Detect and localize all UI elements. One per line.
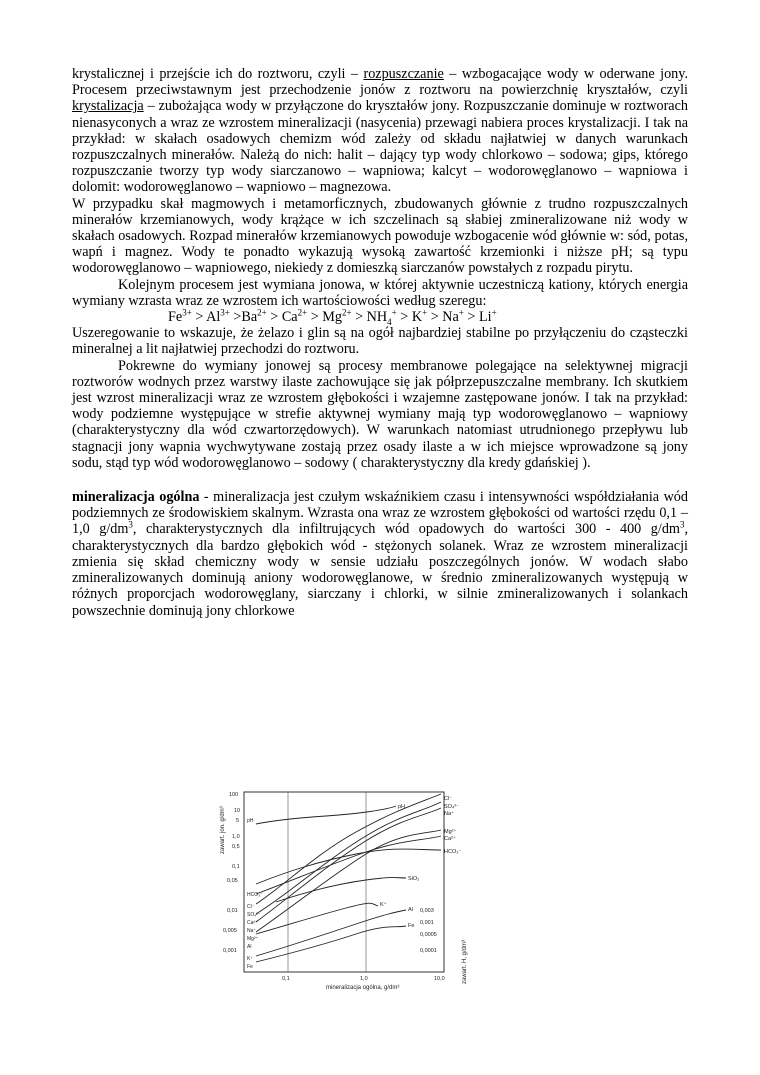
tick-label: 0,0005 [420, 932, 437, 938]
tick-label: 0,1 [282, 976, 290, 982]
tick-label: 0,003 [420, 908, 434, 914]
tick-label: 0,05 [227, 878, 238, 884]
term-krystalizacja: krystalizacja [72, 98, 144, 115]
tick-label: 0,005 [223, 928, 237, 934]
curve-ph [256, 806, 396, 824]
paragraph-dissolution [72, 66, 688, 196]
tick-label: 0,01 [227, 908, 238, 914]
y-right-label: zawart. H, g/dm³ [462, 939, 468, 984]
paragraph-ion-exchange: Kolejnym procesem jest wymiana jonowa, w której aktywnie uczestniczą kationy, których energia wymiany wzrasta wraz ze wzrostem ich wartościowości według szeregu: [72, 276, 688, 309]
tick-label: 5 [236, 818, 240, 824]
spacer [72, 471, 688, 489]
paragraph-total-mineralization: mineralizacja ogólna - mineralizacja jest czułym wskaźnikiem czasu i intensywności współdziałania wód podziemnych ze środowiskiem skalnym. Wzrasta ona wraz ze wzrostem głębokości od wartości rzędu 0,1 – 1,0 $g/dm^3$, charakterystycznych dla infiltrujących wód opadowych do wartości 300 - 400 $g/dm^3$, charakterystycznych dla bardzo głębokich wód - stężonych solanek. Wraz ze wzrostem mineralizacji zmienia się skład chemiczny wody w sensie udziału poszczególnych jonów. W wodach słabo zmineralizowanych dominują aniony wodorowęglanowe, w średnio zmineralizowanych występują w różnych proporcjach wodorowęglany, siarczany i chlorki, w silnie zmineralizowanych i solankach powszechnie dominują jony chlorkowe [72, 489, 689, 619]
label-cl: Cl⁻ [444, 796, 453, 802]
cation-exchange-series: $Fe^{3+} > Al^{3+} >Ba^{2+} > Ca^{2+} > Mg^{2+} > NH_4^+ > K^+ > Na^+ > Li^+$ [168, 307, 497, 327]
text-run: krystalicznej i przejście ich do roztworu, czyli – [72, 66, 364, 82]
x-axis-label: mineralizacja ogólna, g/dm³ [326, 985, 400, 991]
curve-ca [256, 836, 441, 894]
right-tick-labels [420, 908, 437, 954]
curve-labels-right [444, 796, 461, 855]
tick-label: 1,0 [232, 834, 240, 840]
curve-fe [256, 926, 406, 962]
paragraph-membrane: Pokrewne do wymiany jonowej są procesy membranowe polegające na selektywnej migracji roztworów wodnych przez warstwy ilaste zachowujące się jak półprzepuszczalne membrany. Ich skutkiem jest wzrost mineralizacji wraz ze wzrostem głębokości i wzajemne zastępowane jonów. I tak na przykład: wody podziemne występujące w strefie aktywnej wymiany mają typ wodorowęglanowo – wapniowy (charakterystyczny dla wód czwartorzędowych). W warunkach natomiast utrudnionego przepływu lub stagnacji jony wapnia wychwytywane zostają przez osady ilaste a w ich miejsce wprowadzone są jony sodu, stąd typ wód wodorowęglanowo – sodowy ( charakterystyczny dla kredy gdańskiej ). [72, 357, 688, 471]
figure-svg [196, 784, 486, 994]
label-al-left: Al [247, 944, 252, 950]
tick-label: 0,0001 [420, 948, 437, 954]
label-so4-left: SO₄²⁻ [247, 912, 261, 918]
tick-label: 0,001 [223, 948, 237, 954]
tick-label: 10,0 [434, 976, 445, 982]
label-fe-left: Fe [247, 964, 253, 970]
plot-frame [244, 792, 444, 972]
label-ph: pH [398, 804, 406, 810]
curve-al [256, 910, 406, 956]
label-na: Na⁺ [444, 811, 454, 817]
label-mg: Mg²⁺ [444, 829, 457, 835]
label-fe: Fe [408, 923, 415, 929]
tick-label: 0,5 [232, 844, 240, 850]
label-ca-left: Ca²⁺ [247, 920, 258, 926]
label-so4: SO₄²⁻ [444, 804, 459, 810]
term-mineralizacja-ogolna: mineralizacja ogólna [72, 489, 200, 506]
text-run: – wzbogacające wody w oderwane jony. Procesem przeciwstawnym jest przechodzenie jonów z roztworu na powierzchnię kryształów, czyli [72, 66, 688, 99]
label-ca: Ca²⁺ [444, 836, 456, 842]
tick-label: 10 [234, 808, 241, 814]
tick-label: 1,0 [360, 976, 368, 982]
label-mg-left: Mg²⁺ [247, 936, 259, 942]
x-tick-labels [282, 976, 445, 982]
curve-sio2 [276, 878, 406, 903]
label-al: Al [408, 907, 413, 913]
paragraph-magmatic-rocks: W przypadku skał magmowych i metamorficznych, zbudowanych głównie z trudno rozpuszczalnych minerałów krzemianowych, wody krążące w ich szczelinach są słabiej zmineralizowane niż wody w skałach osadowych. Rozpad minerałów krzemianowych powoduje wzbogacenie wód głównie w: sód, potas, wapń i magnez. Wody te ponadto wykazują wysoką zawartość krzemionki i niższe pH; są typu wodorowęglanowo – wapniowego, niekiedy z domieszką siarczanów powstałych z rozpadu pirytu. [72, 195, 688, 277]
label-na-left: Na⁺ [247, 928, 257, 934]
tick-label: 0,001 [420, 920, 434, 926]
label-sio2: SiO₂ [408, 876, 420, 882]
label-ph-left: pH [247, 818, 254, 824]
label-cl-left: Cl⁻ [247, 904, 255, 910]
label-k: K⁺ [380, 902, 387, 908]
label-hco3: HCO₃⁻ [444, 849, 462, 855]
document-page [72, 66, 688, 619]
tick-label: 0,1 [232, 864, 240, 870]
label-hco3-left: HCO₃⁻ [247, 892, 263, 898]
curve-na [256, 808, 441, 922]
paragraph-stability: Uszeregowanie to wskazuje, że żelazo i glin są na ogół najbardziej stabilne po przyłączeniu do cząsteczki mineralnej a lit najłatwiej przechodzi do roztworu. [72, 325, 688, 358]
mineralization-figure [196, 784, 486, 994]
y-left-label: zawart. jon. g/dm³ [220, 806, 226, 854]
term-rozpuszczanie: rozpuszczanie [363, 66, 444, 82]
tick-label: 100 [229, 792, 239, 798]
label-k-left: K⁺ [247, 956, 253, 962]
text-run: – zubożająca wody w przyłączone do kryształów jony. Rozpuszczanie dominuje w roztworach nienasyconych a wraz ze wzrostem mineralizacji (nasycenia) przewagi nabiera proces krystalizacji. I tak na przykład: w skałach osadowych chemizm wód zależy od składu najłatwiej w danych warunkach rozpuszczalnych minerałów. Należą do nich: halit – dający typ wody chlorkowo – sodowa; gips, którego rozpuszczanie tworzy typ wody siarczanowo – wapniowa; kalcyt – wodorowęglanowo – wapniowa i dolomit: wodorowęglanowo – wapniowo – magnezowa. [72, 98, 688, 196]
curve-labels-left [247, 818, 263, 970]
